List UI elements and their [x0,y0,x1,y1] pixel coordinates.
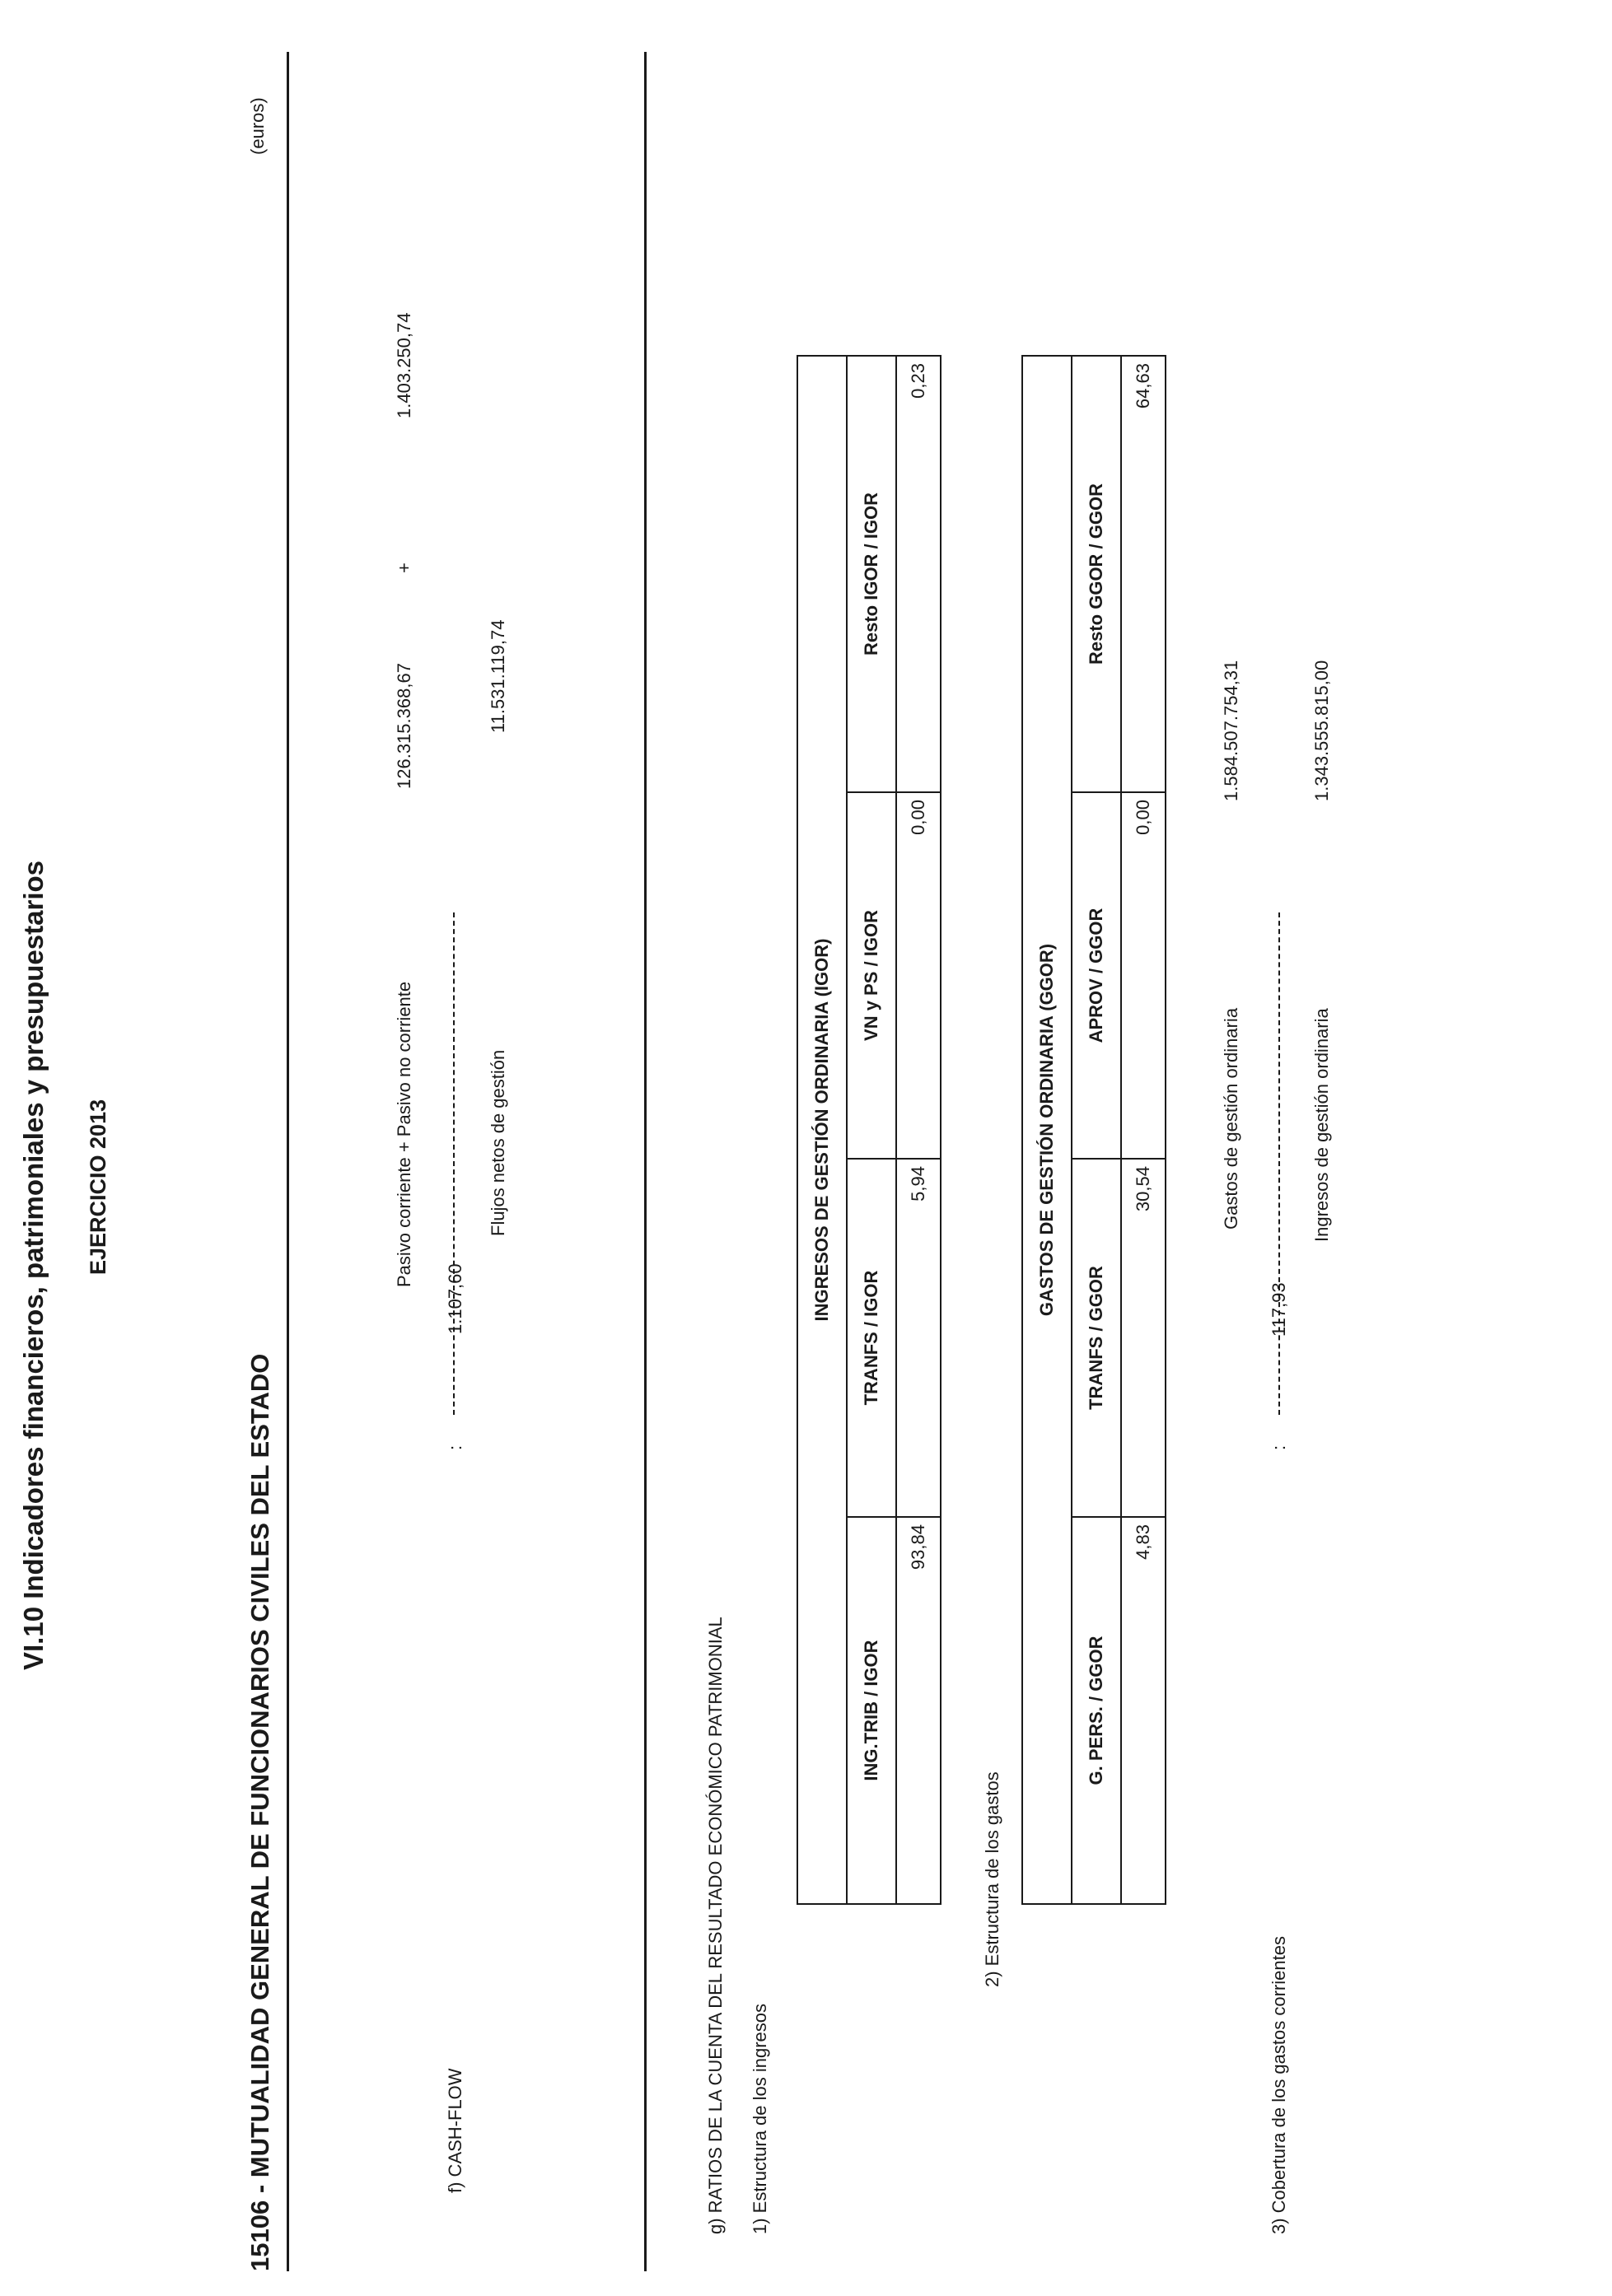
cashflow-numerator-value-1: 126.315.368,67 [394,663,414,789]
cashflow-denominator-value: 11.531.119,74 [488,619,508,733]
gastos-value-cell: 30,54 [1121,1159,1166,1517]
cobertura-numerator-label: Gastos de gestión ordinaria [1221,1007,1241,1230]
gastos-col-header: G. PERS. / GGOR [1072,1517,1121,1904]
cobertura-fraction-line [1278,912,1280,1415]
gastos-col-header: APROV / GGOR [1072,792,1121,1159]
ingresos-value-cell: 93,84 [896,1517,941,1904]
cobertura-denominator-label: Ingresos de gestión ordinaria [1311,1008,1332,1242]
ingresos-table [797,355,942,1905]
gastos-table [1021,355,1166,1905]
gastos-col-header: Resto GGOR / GGOR [1072,356,1121,792]
cobertura-numerator-value: 1.584.507.754,31 [1221,660,1241,801]
units-label: (euros) [247,97,268,155]
gastos-value-cell: 0,00 [1121,792,1166,1159]
gastos-value-cell: 4,83 [1121,1517,1166,1904]
ingresos-table-caption: INGRESOS DE GESTIÓN ORDINARIA (IGOR) [797,356,847,1904]
cashflow-numerator-value-2: 1.403.250,74 [394,312,414,418]
ingresos-col-header: Resto IGOR / IGOR [847,356,896,792]
cashflow-label: f) CASH-FLOW [445,2068,465,2193]
gastos-label: 2) Estructura de los gastos [982,1771,1002,1987]
cashflow-result: 1.107,60 [445,1263,465,1334]
ingresos-col-header: VN y PS / IGOR [847,792,896,1159]
cobertura-colon: : [1269,1444,1289,1450]
gastos-value-cell: 64,63 [1121,356,1166,792]
ingresos-value-cell: 0,23 [896,356,941,792]
gastos-col-header: TRANFS / GGOR [1072,1159,1121,1517]
cashflow-colon: : [445,1444,465,1450]
page-title: VI.10 Indicadores financieros, patrimoniales y presupuestarios [18,860,49,1670]
page-subtitle: EJERCICIO 2013 [86,1099,110,1275]
ingresos-value-cell: 0,00 [896,792,941,1159]
top-rule [287,52,289,2271]
cashflow-numerator-label: Pasivo corriente + Pasivo no corriente [394,981,414,1287]
cobertura-denominator-value: 1.343.555.815,00 [1311,660,1332,801]
ingresos-label: 1) Estructura de los ingresos [750,2003,770,2234]
ingresos-col-header: TRANFS / IGOR [847,1159,896,1517]
cobertura-result: 117,93 [1269,1282,1289,1337]
ingresos-col-header: ING.TRIB / IGOR [847,1517,896,1904]
cashflow-fraction-line [453,912,455,1415]
cashflow-denominator-label: Flujos netos de gestión [488,1049,508,1236]
section-g-heading: g) RATIOS DE LA CUENTA DEL RESULTADO ECONÓMICO PATRIMONIAL [705,1617,726,2234]
section-rule [644,52,647,2271]
cashflow-plus: + [394,562,414,573]
entity-title: 15106 - MUTUALIDAD GENERAL DE FUNCIONARIOS CIVILES DEL ESTADO [245,1353,274,2271]
gastos-table-caption: GASTOS DE GESTIÓN ORDINARIA (GGOR) [1022,356,1072,1904]
ingresos-value-cell: 5,94 [896,1159,941,1517]
cobertura-label: 3) Cobertura de los gastos corrientes [1269,1936,1289,2234]
